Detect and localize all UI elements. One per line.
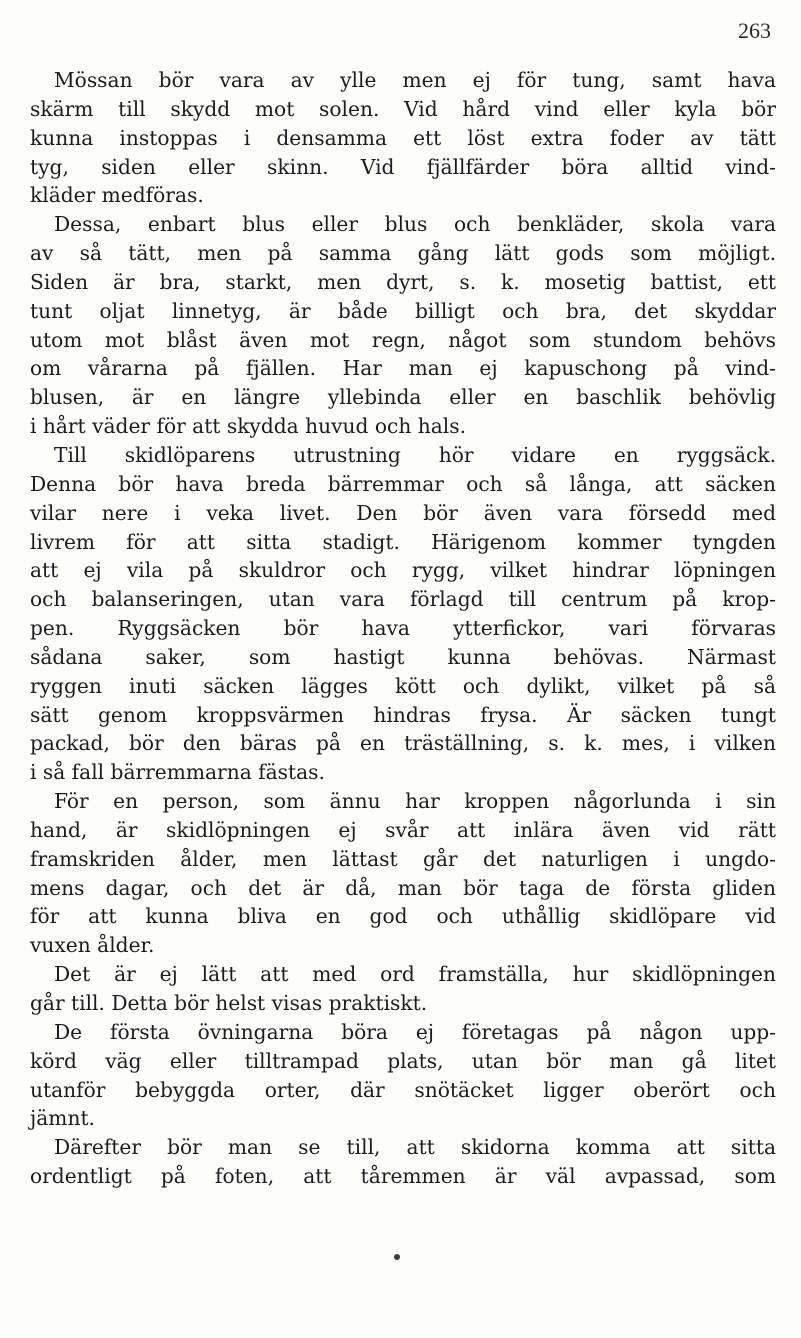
text-line: hand, är skidlöpningen ej svår att inlära även vid rätt [30,817,776,842]
text-line: utom mot blåst även mot regn, något som stundom behövs [30,327,776,352]
text-line: om vårarna på fjällen. Har man ej kapuschong på vind- [30,356,776,381]
page-number: 263 [738,18,771,43]
text-line: går till. Detta bör helst visas praktiskt. [30,991,428,1015]
text-line: att ej vila på skuldror och rygg, vilket hindrar löpningen [30,558,776,583]
text-line: tunt oljat linnetyg, är både billigt och bra, det skyddar [30,298,776,323]
ink-dot [394,1254,400,1260]
text-line: blusen, är en längre yllebinda eller en baschlik behövlig [30,385,776,410]
text-line: ryggen inuti säcken lägges kött och dylikt, vilket på så [30,673,776,698]
text-line: Det är ej lätt att med ord framställa, hur skidlöpningen [54,962,776,987]
text-line: mens dagar, och det är då, man bör taga de första gliden [30,875,776,900]
text-line: sätt genom kroppsvärmen hindras frysa. Är säcken tungt [30,702,776,727]
text-line: sådana saker, som hastigt kunna behövas. Närmast [30,644,776,669]
text-line: Därefter bör man se till, att skidorna komma att sitta [54,1135,776,1160]
text-line: tyg, siden eller skinn. Vid fjällfärder böra alltid vind- [30,154,776,179]
text-line: i så fall bärremmarna fästas. [30,760,325,785]
body-text [30,66,776,1191]
text-line: vuxen ålder. [30,933,155,958]
text-line: Mössan bör vara av ylle men ej för tung, samt hava [54,68,776,92]
text-line: livrem för att sitta stadigt. Härigenom kommer tyngden [30,529,776,554]
text-line: vilar nere i veka livet. Den bör även vara försedd med [30,500,776,525]
text-line: körd väg eller tilltrampad plats, utan bör man gå litet [30,1048,776,1073]
text-line: Till skidlöparens utrustning hör vidare en ryggsäck. [54,442,776,467]
text-line: kunna instoppas i densamma ett löst extra foder av tätt [30,125,776,150]
text-line: i hårt väder för att skydda huvud och hals. [30,414,467,439]
text-line: skärm till skydd mot solen. Vid hård vind eller kyla bör [30,96,776,121]
text-line: De första övningarna böra ej företagas på någon upp- [54,1019,776,1044]
text-line: jämnt. [30,1106,95,1131]
text-line: packad, bör den bäras på en träställning, s. k. mes, i vilken [30,731,776,756]
text-line: framskriden ålder, men lättast går det naturligen i ungdo- [30,846,776,871]
text-line: kläder medföras. [30,183,204,208]
text-line: ordentligt på foten, att tåremmen är väl avpassad, som [30,1164,776,1189]
text-line: Denna bör hava breda bärremmar och så långa, att säcken [30,471,776,496]
text-line: Dessa, enbart blus eller blus och benkläder, skola vara [54,212,776,237]
text-line: För en person, som ännu har kroppen någorlunda i sin [54,789,776,814]
text-line: av så tätt, men på samma gång lätt gods som möjligt. [30,241,776,266]
text-line: för att kunna bliva en god och uthållig skidlöpare vid [30,904,776,929]
text-line: utanför bebyggda orter, där snötäcket ligger oberört och [30,1077,776,1102]
text-line: Siden är bra, starkt, men dyrt, s. k. mosetig battist, ett [30,269,776,294]
text-line: pen. Ryggsäcken bör hava ytterfickor, vari förvaras [30,616,776,641]
text-line: och balanseringen, utan vara förlagd till centrum på krop- [30,587,776,612]
